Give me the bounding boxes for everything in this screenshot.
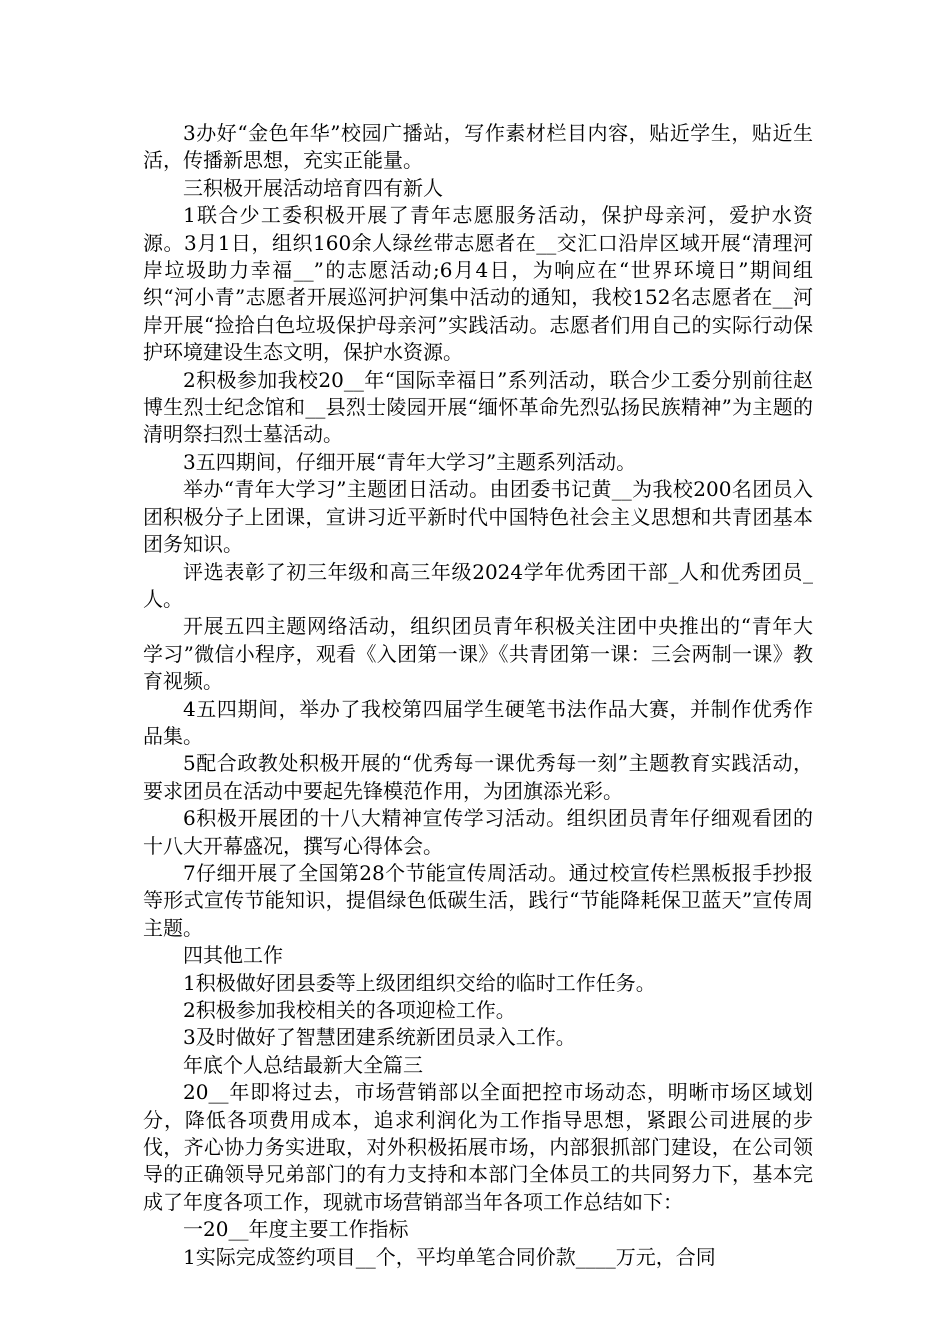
paragraph: 3五四期间，仔细开展“青年大学习”主题系列活动。 bbox=[183, 449, 637, 474]
document-body bbox=[143, 120, 813, 1271]
paragraph: 评选表彰了初三年级和高三年级2024学年优秀团干部_人和优秀团员_人。 bbox=[143, 559, 813, 611]
section-heading: 四其他工作 bbox=[183, 943, 283, 968]
paragraph: 3办好“金色年华”校园广播站，写作素材栏目内容，贴近学生，贴近生活，传播新思想，充实正能量。 bbox=[143, 121, 813, 173]
section-heading: 年底个人总结最新大全篇三 bbox=[183, 1052, 423, 1077]
paragraph: 4五四期间，举办了我校第四届学生硬笔书法作品大赛，并制作优秀作品集。 bbox=[143, 696, 813, 748]
paragraph: 开展五四主题网络活动，组织团员青年积极关注团中央推出的“青年大学习”微信小程序，观看《入团第一课》《共青团第一课：三会两制一课》教育视频。 bbox=[143, 614, 813, 694]
paragraph: 3及时做好了智慧团建系统新团员录入工作。 bbox=[183, 1025, 576, 1050]
paragraph: 1联合少工委积极开展了青年志愿服务活动，保护母亲河，爱护水资源。3月1日，组织160余人绿丝带志愿者在__交汇口沿岸区域开展“清理河岸垃圾助力幸福__”的志愿活动;6月4日，为响应在“世界环境日”期间组织“河小青”志愿者开展巡河护河集中活动的通知，我校152名志愿者在__河岸开展“捡拾白色垃圾保护母亲河”实践活动。志愿者们用自己的实际行动保护环境建设生态文明，保护水资源。 bbox=[143, 203, 813, 365]
paragraph: 20__年即将过去，市场营销部以全面把控市场动态，明晰市场区域划分，降低各项费用成本，追求利润化为工作指导思想，紧跟公司进展的步伐，齐心协力务实进取，对外积极拓展市场，内部狠抓部门建设，在公司领导的正确领导兄弟部门的有力支持和本部门全体员工的共同努力下，基本完成了年度各项工作，现就市场营销部当年各项工作总结如下： bbox=[143, 1080, 813, 1214]
paragraph: 举办“青年大学习”主题团日活动。由团委书记黄__为我校200名团员入团积极分子上团课，宣讲习近平新时代中国特色社会主义思想和共青团基本团务知识。 bbox=[143, 477, 813, 557]
paragraph: 6积极开展团的十八大精神宣传学习活动。组织团员青年仔细观看团的十八大开幕盛况，撰写心得体会。 bbox=[143, 806, 813, 858]
paragraph: 2积极参加我校20__年“国际幸福日”系列活动，联合少工委分别前往赵博生烈士纪念馆和__县烈士陵园开展“缅怀革命先烈弘扬民族精神”为主题的清明祭扫烈士墓活动。 bbox=[143, 367, 813, 447]
paragraph: 1实际完成签约项目__个，平均单笔合同价款____万元，合同 bbox=[183, 1244, 716, 1269]
paragraph: 7仔细开展了全国第28个节能宣传周活动。通过校宣传栏黑板报手抄报等形式宣传节能知识，提倡绿色低碳生活，践行“节能降耗保卫蓝天”宣传周主题。 bbox=[143, 860, 813, 940]
paragraph: 1积极做好团县委等上级团组织交给的临时工作任务。 bbox=[183, 970, 656, 995]
paragraph: 5配合政教处积极开展的“优秀每一课优秀每一刻”主题教育实践活动，要求团员在活动中要起先锋模范作用，为团旗添光彩。 bbox=[143, 751, 813, 803]
section-heading: 一20__年度主要工作指标 bbox=[183, 1217, 409, 1242]
paragraph: 2积极参加我校相关的各项迎检工作。 bbox=[183, 998, 516, 1022]
section-heading: 三积极开展活动培育四有新人 bbox=[183, 175, 443, 200]
